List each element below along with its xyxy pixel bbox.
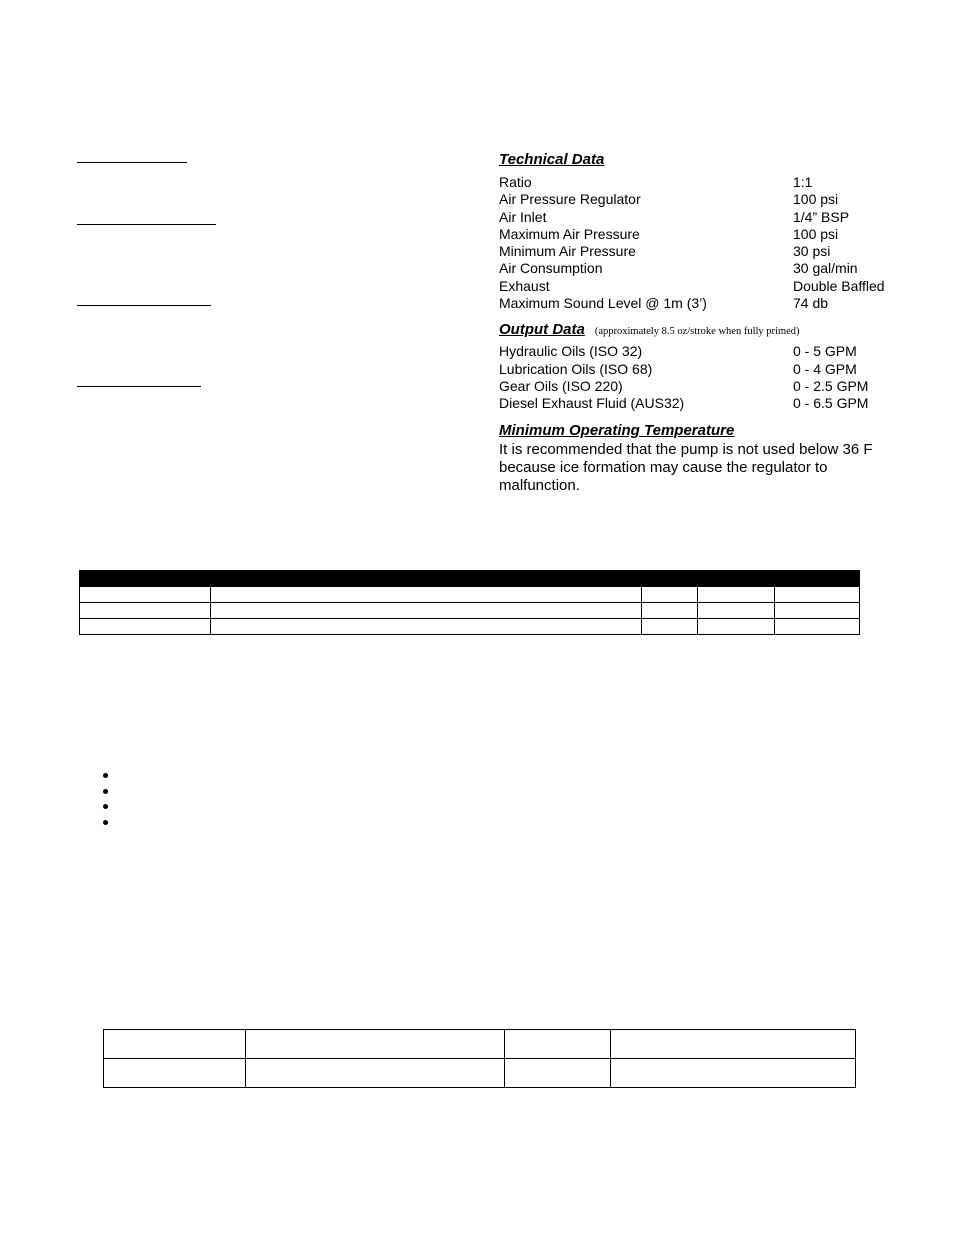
list-item [103, 768, 108, 784]
parts-table [79, 570, 860, 635]
left-heading-line-4 [77, 386, 201, 387]
list-item [103, 784, 108, 800]
technical-data-title: Technical Data [499, 151, 605, 168]
spec-row: Maximum Sound Level @ 1m (3’) 74 db [499, 295, 829, 312]
output-row: Lubrication Oils (ISO 68) 0 - 4 GPM [499, 360, 857, 377]
table-row [80, 603, 860, 619]
table-row [104, 1059, 856, 1088]
spec-row: Minimum Air Pressure 30 psi [499, 243, 831, 260]
output-data-heading [499, 320, 899, 340]
left-heading-line-2 [77, 224, 216, 225]
bullet-icon [103, 789, 108, 794]
list-item [103, 815, 108, 831]
table-row [80, 619, 860, 635]
output-row: Gear Oils (ISO 220) 0 - 2.5 GPM [499, 377, 869, 394]
table-header-cell [80, 571, 642, 587]
spec-row: Air Pressure Regulator 100 psi [499, 191, 839, 208]
output-row: Hydraulic Oils (ISO 32) 0 - 5 GPM [499, 343, 857, 360]
left-heading-line-1 [77, 162, 187, 163]
output-data-title: Output Data [499, 321, 585, 339]
table-row [80, 587, 860, 603]
bottom-table [103, 1029, 856, 1088]
spec-column [499, 150, 899, 495]
spec-row: Air Consumption 30 gal/min [499, 260, 858, 277]
table-header-cell [642, 571, 860, 587]
table-row [104, 1030, 856, 1059]
left-heading-line-3 [77, 305, 211, 306]
min-temp-text: It is recommended that the pump is not used below 36 F because ice formation may cause the regulator to malfunction. [499, 440, 873, 494]
table-header-row [80, 571, 860, 587]
bullet-list [103, 768, 108, 830]
bullet-icon [103, 773, 108, 778]
spec-row: Maximum Air Pressure 100 psi [499, 225, 839, 242]
spec-row: Exhaust Double Baffled [499, 277, 885, 294]
output-row: Diesel Exhaust Fluid (AUS32) 0 - 6.5 GPM [499, 395, 869, 412]
min-temp-title: Minimum Operating Temperature [499, 421, 735, 439]
list-item [103, 799, 108, 815]
bullet-icon [103, 804, 108, 809]
spec-row: Ratio 1:1 [499, 174, 813, 190]
spec-row: Air Inlet 1/4” BSP [499, 208, 850, 225]
technical-data-list [499, 174, 899, 312]
output-data-list [499, 343, 899, 412]
output-data-note: (approximately 8.5 oz/stroke when fully primed) [594, 326, 800, 338]
bullet-icon [103, 820, 108, 825]
